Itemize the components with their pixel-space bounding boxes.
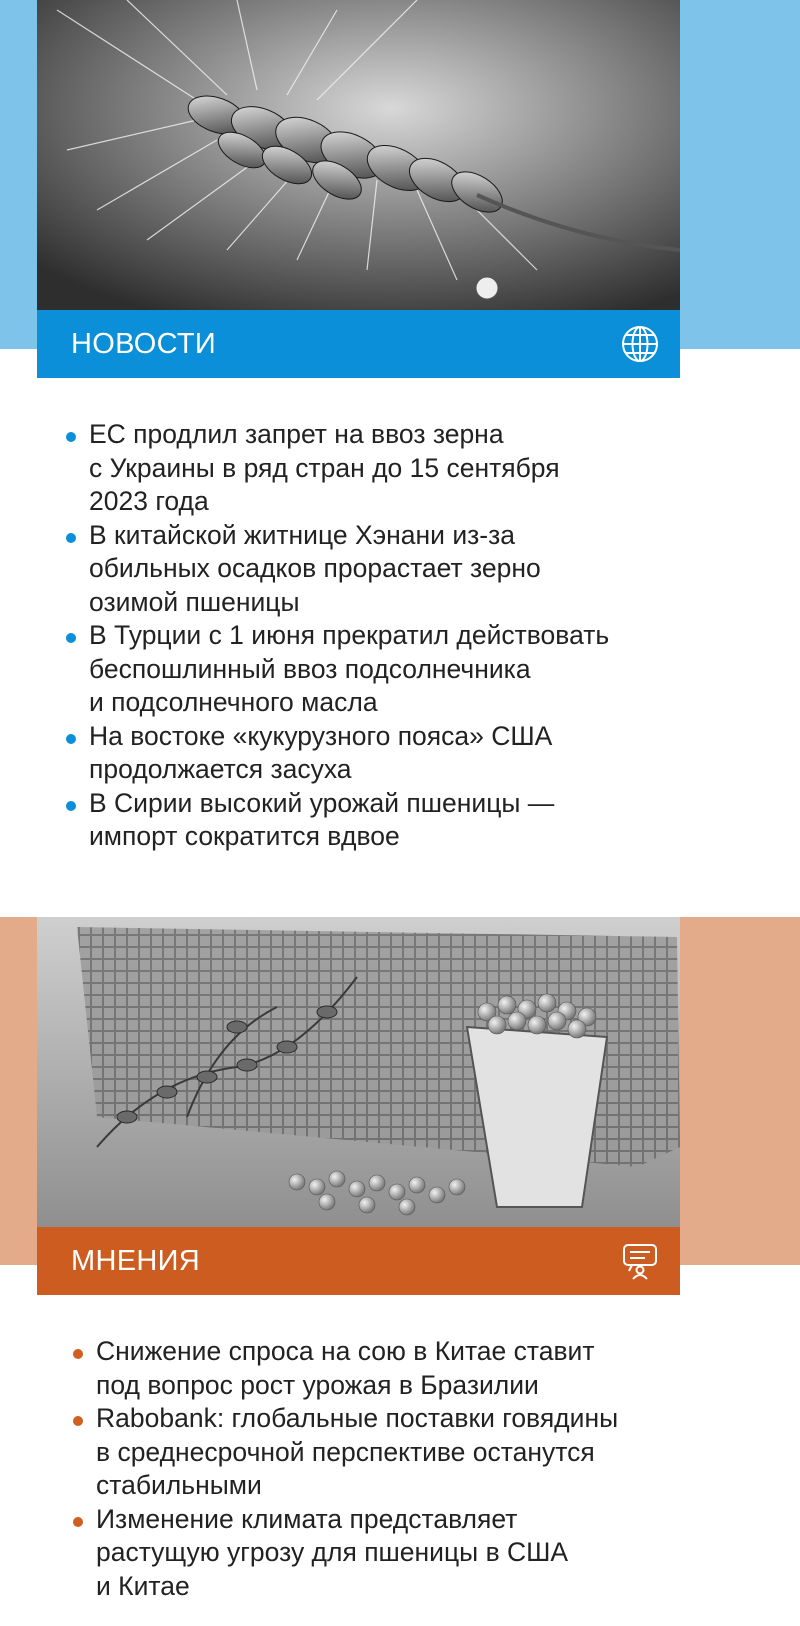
- opinion-item-text: Rabobank: глобальные поставки говядины в среднесрочной перспективе останутся стабильными: [96, 1403, 619, 1500]
- bullet-dot: [73, 1349, 83, 1359]
- news-photo-wheat: [37, 0, 680, 310]
- opinions-list: [73, 1335, 773, 1603]
- bullet-dot: [66, 801, 76, 811]
- bullet-dot: [66, 734, 76, 744]
- news-section-title: НОВОСТИ: [71, 327, 217, 360]
- opinion-item-text: Изменение климата представляет растущую угрозу для пшеницы в США и Китае: [96, 1503, 569, 1601]
- bullet-dot: [73, 1517, 83, 1527]
- list-item: [73, 1335, 773, 1402]
- bullet-dot: [66, 432, 76, 442]
- bullet-dot: [66, 633, 76, 643]
- opinions-section-title: МНЕНИЯ: [71, 1244, 200, 1277]
- opinion-item-text: Снижение спроса на сою в Китае ставит под вопрос рост урожая в Бразилии: [96, 1336, 595, 1400]
- news-list: [66, 418, 766, 854]
- list-item: [73, 1402, 773, 1503]
- list-item: [66, 519, 766, 620]
- news-item-text: В Турции с 1 июня прекратил действовать беспошлинный ввоз подсолнечника и подсолнечного масла: [89, 620, 610, 717]
- news-item-text: В китайской житнице Хэнани из-за обильных осадков прорастает зерно озимой пшеницы: [89, 519, 541, 617]
- opinions-photo-soybeans: [37, 917, 680, 1227]
- list-item: [73, 1503, 773, 1604]
- news-item-text: В Сирии высокий урожай пшеницы — импорт сократится вдвое: [89, 787, 555, 851]
- list-item: [66, 619, 766, 720]
- opinions-section-header: [37, 1227, 680, 1295]
- globe-icon: [620, 324, 660, 364]
- speech-bubble-person-icon: [620, 1241, 660, 1281]
- news-section-header: [37, 310, 680, 378]
- list-item: [66, 720, 766, 787]
- news-item-text: ЕС продлил запрет на ввоз зерна с Украины в ряд стран до 15 сентября 2023 года: [89, 419, 560, 516]
- list-item: [66, 418, 766, 519]
- bullet-dot: [73, 1416, 83, 1426]
- bullet-dot: [66, 533, 76, 543]
- news-item-text: На востоке «кукурузного пояса» США продолжается засуха: [89, 720, 553, 784]
- list-item: [66, 787, 766, 854]
